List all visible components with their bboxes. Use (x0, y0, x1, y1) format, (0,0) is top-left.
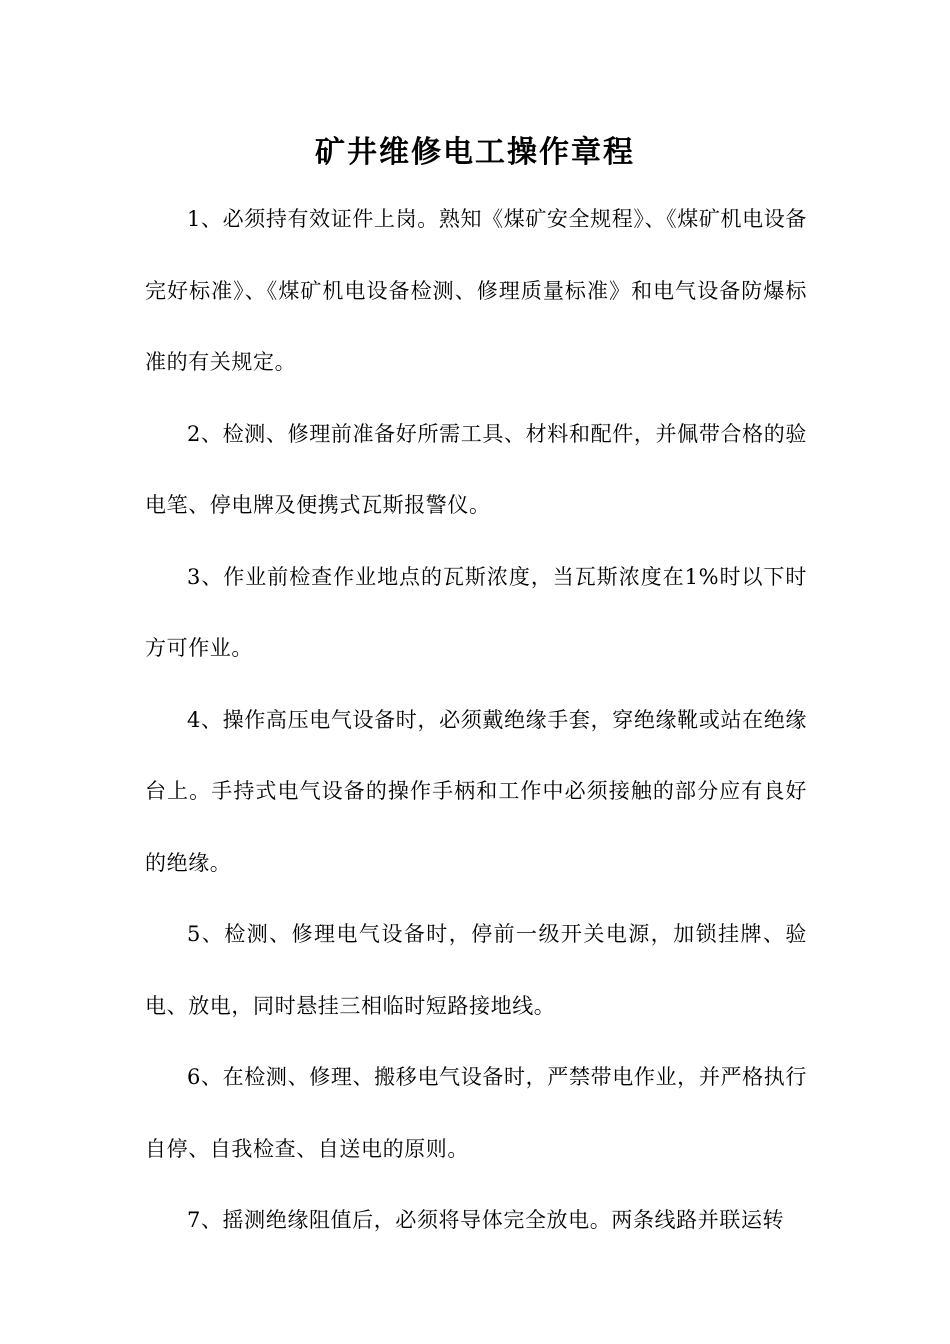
paragraph-4: 4、操作高压电气设备时，必须戴绝缘手套，穿绝缘靴或站在绝缘台上。手持式电气设备的操作手柄和工作中必须接触的部分应有良好的绝缘。 (145, 707, 807, 875)
paragraph-5: 5、检测、修理电气设备时，停前一级开关电源，加锁挂牌、验电、放电，同时悬挂三相临时短路接地线。 (145, 922, 807, 1018)
paragraph-6: 6、在检测、修理、搬移电气设备时，严禁带电作业，并严格执行自停、自我检查、自送电的原则。 (145, 1065, 807, 1161)
paragraph-7: 7、摇测绝缘阻值后，必须将导体完全放电。两条线路并联运转 (187, 1208, 785, 1232)
document-body (145, 184, 807, 1257)
paragraph-3: 3、作业前检查作业地点的瓦斯浓度，当瓦斯浓度在1%时以下时方可作业。 (145, 564, 807, 660)
paragraph-1: 1、必须持有效证件上岗。熟知《煤矿安全规程》、《煤矿机电设备完好标准》、《煤矿机电设备检测、修理质量标准》和电气设备防爆标准的有关规定。 (145, 207, 807, 374)
paragraph-2: 2、检测、修理前准备好所需工具、材料和配件，并佩带合格的验电笔、停电牌及便携式瓦斯报警仪。 (145, 421, 807, 517)
document-title: 矿井维修电工操作章程 (315, 135, 635, 170)
